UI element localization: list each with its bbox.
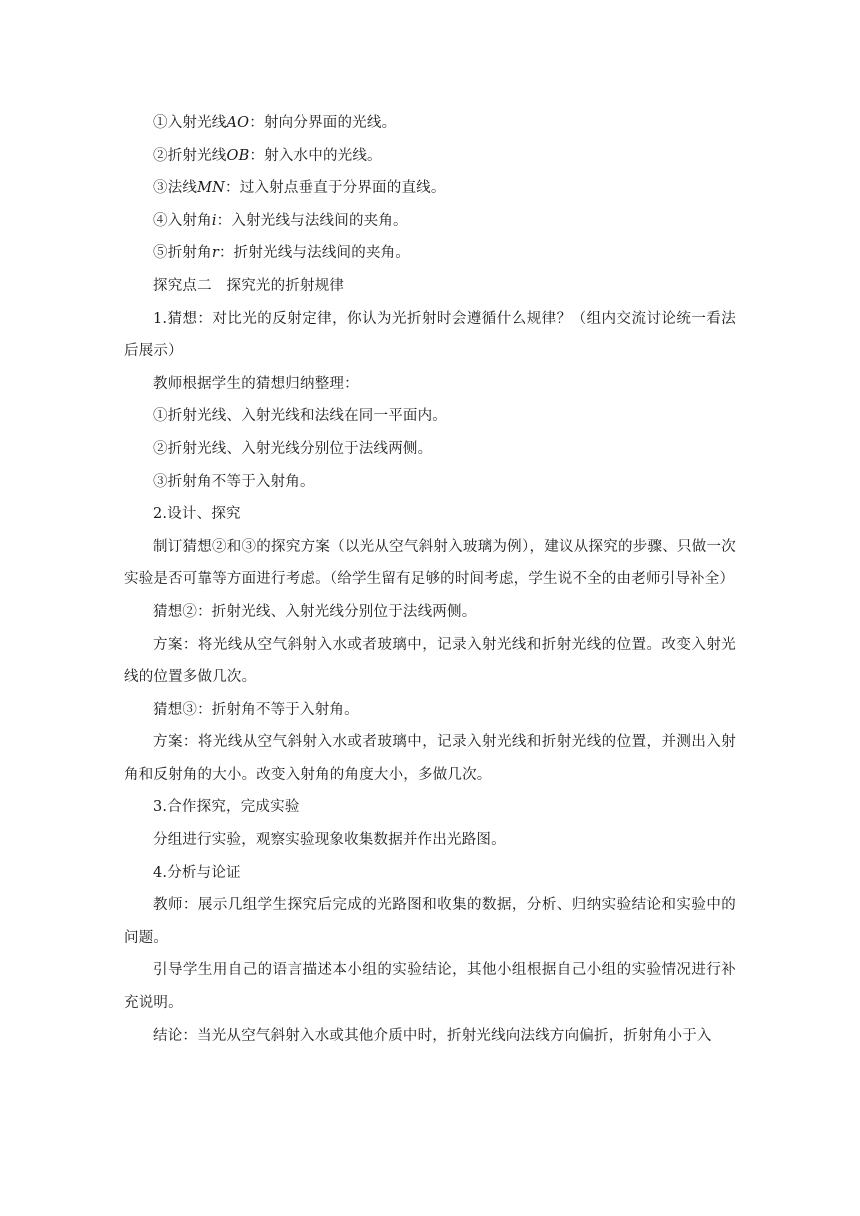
subheading: 2.设计、探究 bbox=[153, 506, 241, 523]
math-symbol: r bbox=[211, 245, 219, 262]
paragraph: 制订猜想②和③的探究方案（以光从空气斜射入玻璃为例），建议从探究的步骤、只做一次实验是否可靠等方面进行考虑。（给学生留有足够的时间考虑，学生说不全的由老师引导补全） bbox=[124, 538, 736, 588]
text: ⑤折射角 bbox=[153, 245, 212, 262]
text: ：射入水中的光线。 bbox=[249, 147, 382, 164]
definition-refracted-ray bbox=[124, 140, 736, 173]
math-symbol: MN bbox=[197, 180, 226, 197]
paragraph: 方案：将光线从空气斜射入水或者玻璃中，记录入射光线和折射光线的位置。改变入射光线的位置多做几次。 bbox=[124, 636, 736, 686]
definition-refraction-angle bbox=[124, 237, 736, 270]
document-body bbox=[124, 107, 736, 1052]
text: ③法线 bbox=[153, 180, 198, 197]
paragraph: 教师根据学生的猜想归纳整理： bbox=[153, 375, 359, 392]
paragraph: 猜想②：折射光线、入射光线分别位于法线两侧。 bbox=[153, 603, 477, 620]
paragraph: 分组进行实验，观察实验现象收集数据并作出光路图。 bbox=[153, 832, 506, 849]
text: ：折射光线与法线间的夹角。 bbox=[218, 245, 411, 262]
subheading: 4.分析与论证 bbox=[153, 864, 241, 881]
text: ：过入射点垂直于分界面的直线。 bbox=[225, 180, 446, 197]
text: ：射向分界面的光线。 bbox=[249, 115, 397, 131]
paragraph: 猜想③：折射角不等于入射角。 bbox=[153, 701, 359, 718]
list-item: ③折射角不等于入射角。 bbox=[153, 473, 315, 490]
text: ：入射光线与法线间的夹角。 bbox=[216, 212, 408, 229]
paragraph: 教师：展示几组学生探究后完成的光路图和收集的数据，分析、归纳实验结论和实验中的问题。 bbox=[124, 897, 736, 946]
math-symbol: i bbox=[211, 212, 217, 229]
paragraph: 方案：将光线从空气斜射入水或者玻璃中，记录入射光线和折射光线的位置，并测出入射角和反射角的大小。改变入射角的角度大小，多做几次。 bbox=[124, 734, 736, 783]
math-symbol: AO bbox=[226, 115, 250, 131]
subheading: 3.合作探究，完成实验 bbox=[153, 799, 300, 816]
paragraph: 结论：当光从空气斜射入水或其他介质中时，折射光线向法线方向偏折，折射角小于入 bbox=[153, 1027, 712, 1044]
list-item: ①折射光线、入射光线和法线在同一平面内。 bbox=[153, 408, 447, 425]
list-item: ②折射光线、入射光线分别位于法线两侧。 bbox=[153, 440, 433, 457]
text: ②折射光线 bbox=[153, 147, 227, 164]
section-heading: 探究点二 探究光的折射规律 bbox=[153, 277, 345, 294]
definition-incident-ray bbox=[124, 107, 736, 140]
definition-normal bbox=[124, 172, 736, 205]
paragraph: 引导学生用自己的语言描述本小组的实验结论，其他小组根据自己小组的实验情况进行补充说明。 bbox=[124, 962, 736, 1012]
paragraph: 1.猜想：对比光的反射定律，你认为光折射时会遵循什么规律？（组内交流讨论统一看法后展示） bbox=[124, 310, 736, 360]
text: ①入射光线 bbox=[153, 115, 227, 131]
text: ④入射角 bbox=[153, 212, 212, 229]
definition-incidence-angle bbox=[124, 205, 736, 238]
math-symbol: OB bbox=[226, 147, 250, 164]
